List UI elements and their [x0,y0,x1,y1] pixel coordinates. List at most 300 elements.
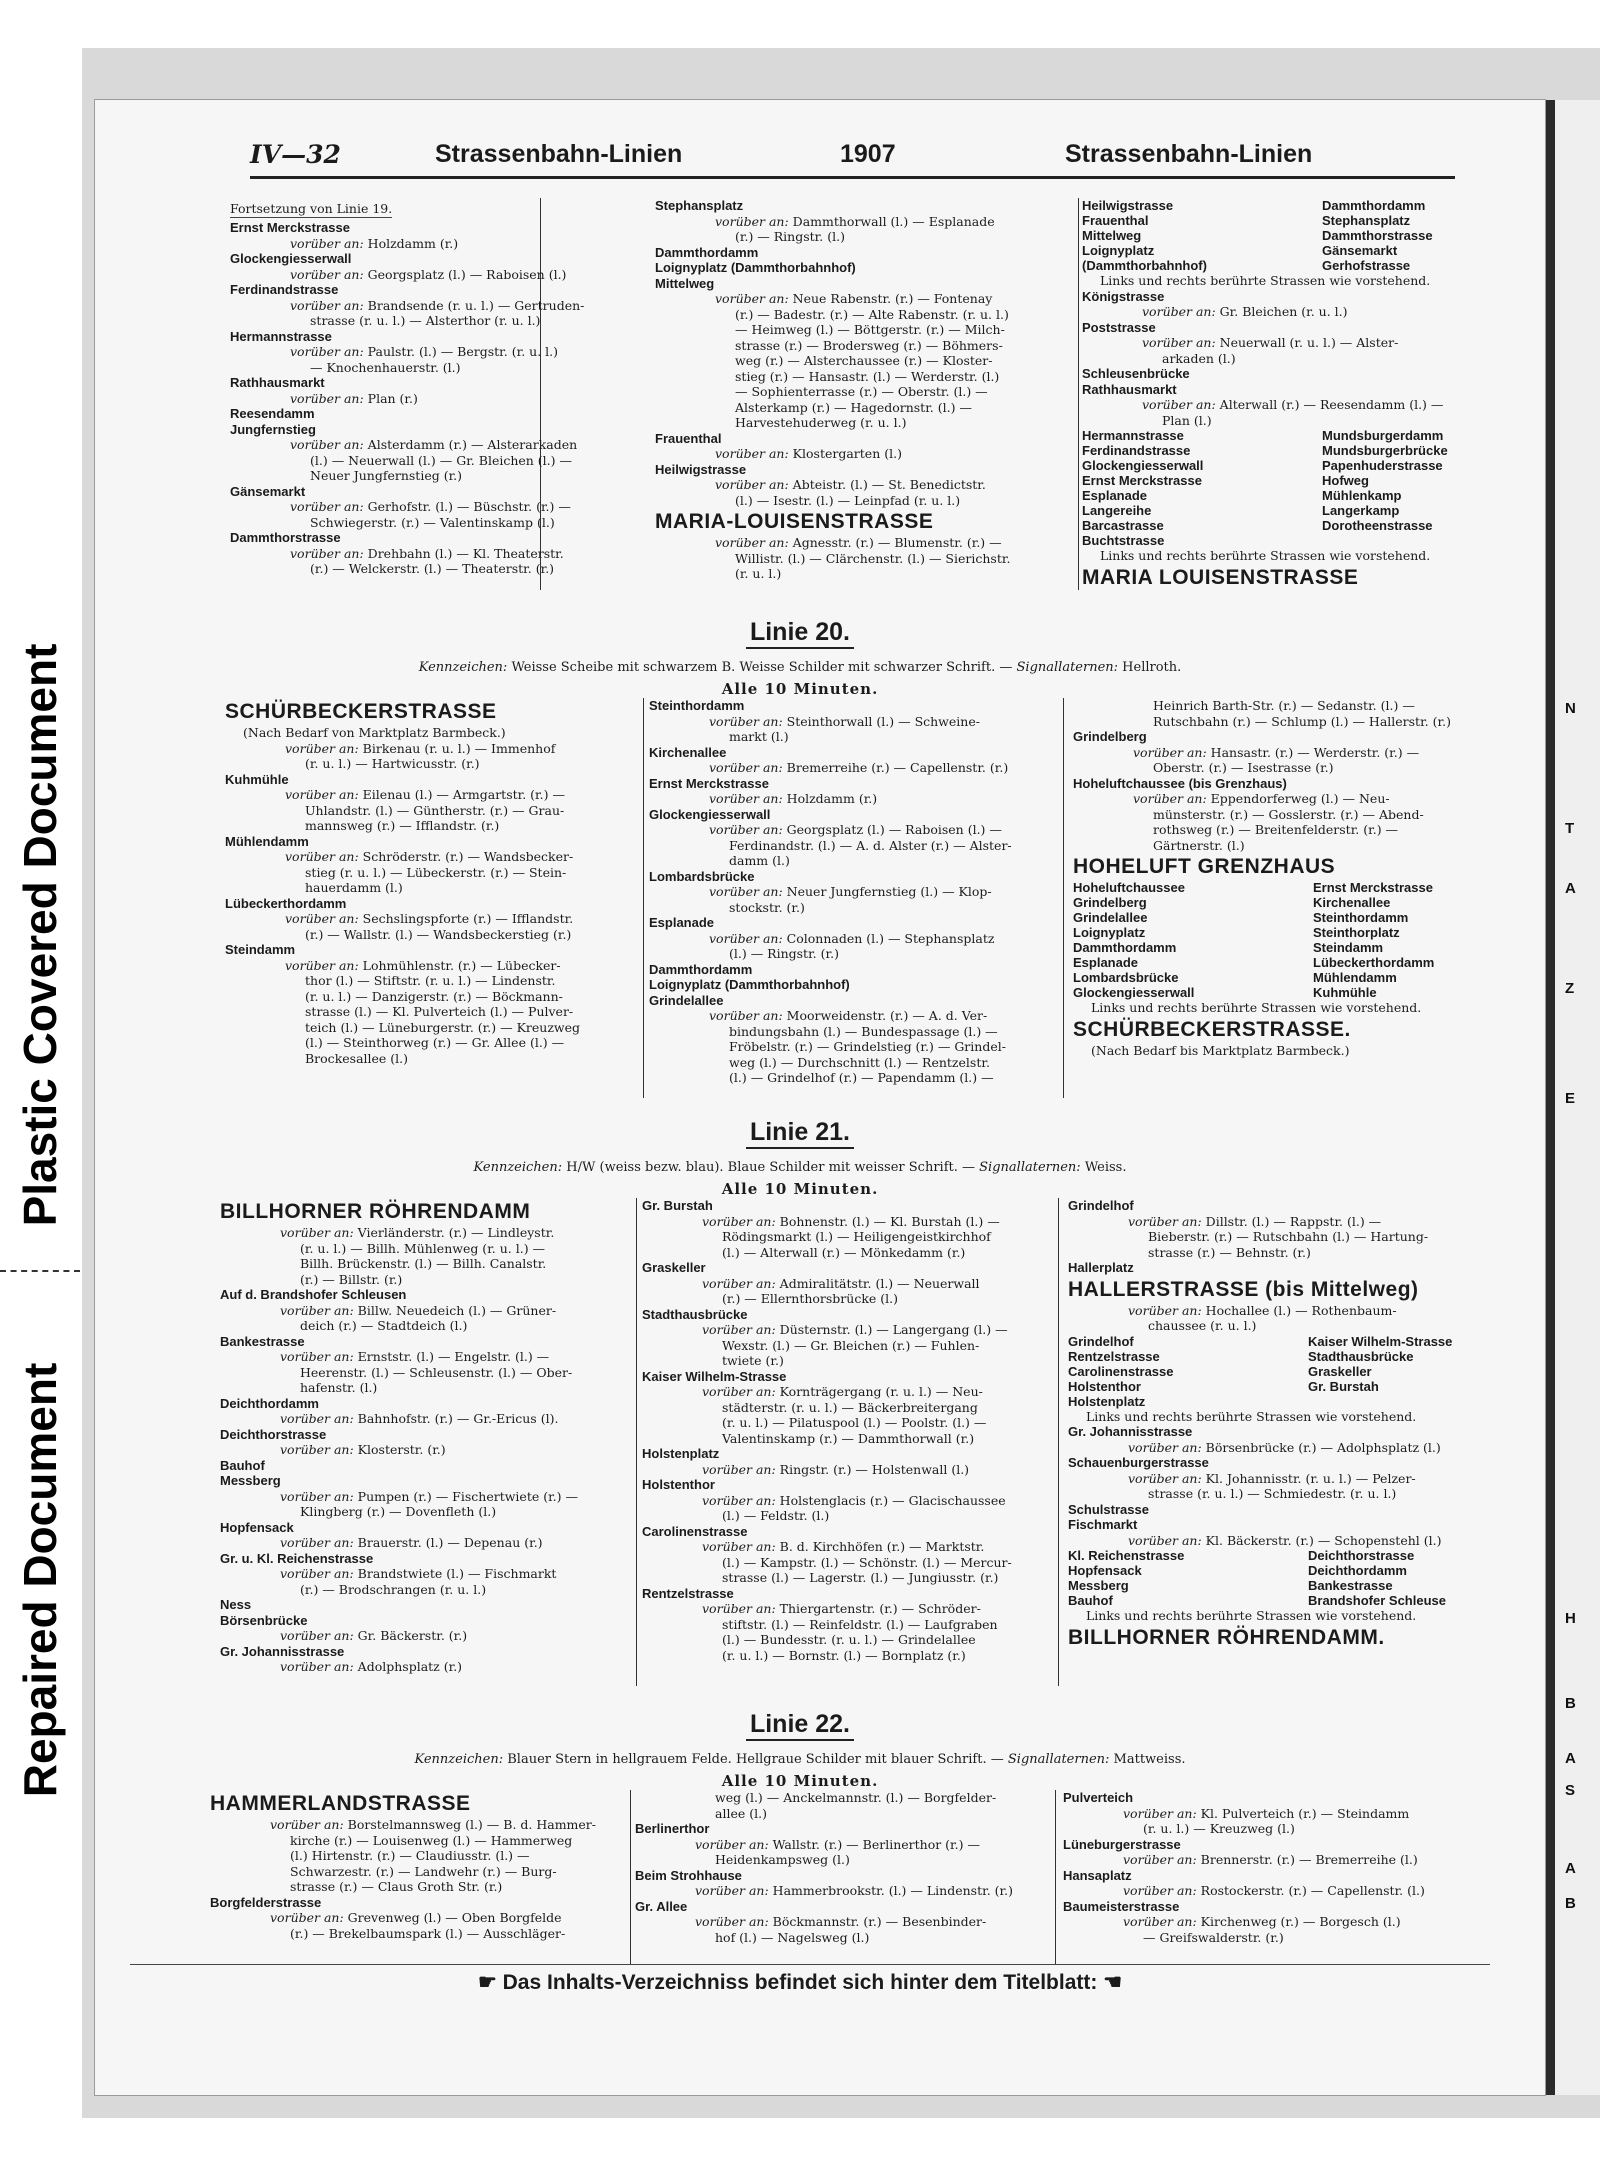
return-street-left: Hoheluftchaussee [1073,880,1185,895]
via-streets: Gr. Bäckerstr. (r.) [357,1628,468,1643]
column-left [210,1790,626,1965]
via-streets: Colonnaden (l.) — Stephansplatz [786,930,995,946]
return-route-pair [1082,213,1490,228]
linie-22-route [130,1790,1490,1965]
linie-20-frequency: Alle 10 Minuten. [721,680,879,698]
passing-streets [1082,397,1490,413]
via-streets: Kornträgergang (r. u. l.) — Neu- [779,1384,983,1399]
passing-streets-continued: thor (l.) — Stiftstr. (r. u. l.) — Lindenstr. [305,973,556,988]
via-streets: Holstenglacis (r.) — Glacischaussee [779,1492,1006,1508]
return-route-pair [1082,533,1490,548]
passing-streets-continued: bindungsbahn (l.) — Bundespassage (l.) — [729,1023,998,1039]
passing-streets-continued: Harvestehuderweg (r. u. l.) [735,415,907,430]
passing-streets [230,344,558,360]
passing-streets [220,1535,632,1551]
via-label: vorüber an: [709,791,783,806]
via-label: vorüber an: [290,437,364,452]
return-street-right: Steinthorplatz [1313,925,1400,940]
passing-streets [220,1303,632,1319]
passing-streets-continued: hafenstr. (l.) [300,1380,378,1395]
return-route-pair [1082,243,1490,258]
passing-streets-continued: Willistr. (l.) — Clärchenstr. (l.) — Sierichstr. [735,550,1011,566]
via-streets: Düsternstr. (l.) — Langergang (l.) — [779,1322,1008,1337]
passing-streets [230,266,567,283]
passing-streets-continued: strasse (r. u. l.) — Alsterthor (r. u. l.) [310,313,541,328]
passing-streets-continued: Brockesallee (l.) [305,1050,409,1066]
via-label: vorüber an: [1123,1852,1197,1867]
via-label: vorüber an: [702,1322,776,1337]
header-title-right: Strassenbahn-Linien [1065,140,1313,168]
via-label: vorüber an: [709,760,783,775]
return-route-pair [1082,198,1490,213]
passing-streets [230,545,564,562]
street-name: Gr. Burstah [642,1198,713,1213]
passing-streets [230,391,535,407]
terminus-name: BILLHORNER RÖHRENDAMM. [1068,1625,1385,1649]
via-label: vorüber an: [280,1659,354,1674]
street-name: Schauenburgerstrasse [1068,1455,1209,1470]
terminus-name: SCHÜRBECKERSTRASSE [225,700,497,723]
passing-streets [655,535,1075,551]
passing-streets-continued: hauerdamm (l.) [305,880,403,895]
return-street-left: Frauenthal [1082,213,1149,228]
via-label: vorüber an: [280,1566,354,1581]
via-label: vorüber an: [1142,335,1216,350]
passing-streets [635,1883,1051,1899]
passing-streets [642,1493,1054,1509]
street-name: Glockengiesserwall [230,251,352,266]
via-label: vorüber an: [1123,1805,1197,1821]
return-street-right: Mundsburgerbrücke [1322,443,1448,458]
via-streets: Hochallee (l.) — Rothenbaum- [1205,1302,1397,1318]
passing-streets-continued: arkaden (l.) [1162,350,1236,366]
column-middle [655,198,1075,590]
passing-streets-continued: (r.) — Brodschrangen (r. u. l.) [300,1581,487,1597]
via-streets: Lohmühlenstr. (r.) — Lübecker- [362,957,561,973]
street-name: Pulverteich [1063,1790,1134,1805]
via-streets: Klosterstr. (r.) [357,1442,446,1457]
return-street-right: Dorotheenstrasse [1322,518,1433,533]
passing-streets [649,884,1059,900]
via-streets: Kl. Pulverteich (r.) — Steindamm [1200,1805,1410,1821]
passing-streets [1068,1471,1490,1487]
via-label: vorüber an: [715,535,789,550]
via-streets: Neuer Jungfernstieg (l.) — Klop- [786,884,992,899]
return-street-right: Gr. Burstah [1308,1378,1379,1394]
via-streets: Eppendorferweg (l.) — Neu- [1210,791,1390,806]
return-route-pair [1073,985,1490,1000]
passing-streets [225,741,635,757]
via-label: vorüber an: [290,297,364,313]
via-label: vorüber an: [1128,1470,1202,1486]
passing-streets [1063,1914,1490,1930]
passing-streets-continued: (r. u. l.) [735,566,782,581]
via-label: vorüber an: [285,740,359,756]
column-left [230,198,585,590]
street-name: Dammthordamm [655,244,759,260]
passing-streets-continued: (r.) — Ringstr. (l.) [735,229,845,244]
passing-streets [220,1628,632,1644]
column-divider [636,1198,637,1686]
header-year: 1907 [840,140,896,168]
next-page-letter: A [1565,1750,1576,1767]
via-streets: Moorweidenstr. (r.) — A. d. Ver- [786,1008,988,1023]
return-street-left: Grindelhof [1068,1333,1134,1349]
via-label: vorüber an: [695,1914,769,1929]
via-label: vorüber an: [280,1628,354,1643]
street-name: Deichthorstrasse [220,1426,327,1442]
via-label: vorüber an: [702,1461,776,1477]
via-label: vorüber an: [1142,304,1216,319]
street-name: Glockengiesserwall [649,806,771,822]
plastic-covered-label: Plastic Covered Document [14,643,66,1227]
via-label: vorüber an: [715,477,789,492]
linie-22-kennzeichen: Kennzeichen: Blauer Stern in hellgrauem Felde. Hellgraue Schilder mit blauer Schrift. — Signallaternen: Mattweiss. [414,1752,1186,1767]
return-route-pair [1082,228,1490,243]
via-streets: Pumpen (r.) — Fischertwiete (r.) — [357,1488,579,1504]
street-name: Kuhmühle [225,771,289,787]
column-middle [642,1198,1054,1686]
passing-streets-continued: Klingberg (r.) — Dovenfleth (l.) [300,1504,497,1519]
passing-streets [642,1384,1054,1400]
passing-streets-continued: (l.) — Alterwall (r.) — Mönkedamm (r.) [722,1244,966,1260]
passing-streets [642,1276,1054,1292]
via-streets: Hammerbrookstr. (l.) — Lindenstr. (r.) [772,1883,1013,1898]
via-streets: Bohnenstr. (l.) — Kl. Burstah (l.) — [779,1213,1000,1229]
return-street-right: Stadthausbrücke [1308,1348,1414,1364]
street-name: Gr. Johannisstrasse [1068,1424,1193,1439]
return-street-left: Mittelweg [1082,228,1142,243]
passing-streets-continued: hof (l.) — Nagelsweg (l.) [715,1929,870,1945]
via-label: vorüber an: [290,344,364,359]
passing-streets-continued: allee (l.) [715,1805,767,1821]
passing-streets [1068,1214,1490,1230]
passing-streets-continued: strasse (r. u. l.) — Schmiedestr. (r. u. l.) [1148,1486,1397,1501]
passing-streets-continued: kirche (r.) — Louisenweg (l.) — Hammerweg [290,1832,573,1848]
via-label: vorüber an: [715,291,789,306]
passing-streets-continued: Oberstr. (r.) — Isestrasse (r.) [1153,760,1334,775]
passing-streets [649,822,1059,838]
via-label: vorüber an: [285,787,359,802]
passing-streets [230,236,535,252]
return-street-right: Stephansplatz [1322,213,1411,228]
return-street-left: Dammthordamm [1073,940,1177,955]
via-streets: Bahnhofstr. (r.) — Gr.-Ericus (l). [357,1411,559,1426]
street-name: Stadthausbrücke [642,1306,748,1322]
via-label: vorüber an: [1142,397,1216,412]
column-right [1063,1790,1490,1965]
passing-streets-continued: Bieberstr. (r.) — Rutschbahn (l.) — Hartung- [1148,1229,1429,1244]
passing-streets [220,1411,632,1427]
street-name: Berlinerthor [635,1821,710,1836]
return-route-pair [1068,1349,1490,1364]
via-label: vorüber an: [709,884,783,899]
return-street-left: Bauhof [1068,1593,1113,1608]
linie-22-frequency: Alle 10 Minuten. [721,1772,879,1790]
return-route-pair [1082,458,1490,473]
street-name: Bauhof [220,1457,265,1473]
next-page-letter: A [1565,1860,1576,1877]
via-label: vorüber an: [270,1910,344,1925]
street-name: Hopfensack [220,1519,294,1535]
street-name: Gr. Johannisstrasse [220,1643,345,1659]
via-label: vorüber an: [280,1535,354,1550]
linie-20-route [130,698,1490,1098]
return-street-left: Carolinenstrasse [1068,1363,1174,1379]
passing-streets-continued: (r.) — Ellernthorsbrücke (l.) [722,1291,899,1306]
via-streets: Brauerstr. (l.) — Depenau (r.) [357,1535,543,1550]
via-streets: Dammthorwall (l.) — Esplanade [792,213,995,229]
passing-streets-continued: Valentinskamp (r.) — Dammthorwall (r.) [722,1430,975,1446]
passing-streets-continued: mannsweg (r.) — Ifflandstr. (r.) [305,818,500,833]
column-right [1082,198,1490,590]
via-label: vorüber an: [290,266,364,282]
via-streets: Birkenau (r. u. l.) — Immenhof [362,740,556,756]
next-page-letter: N [1565,700,1576,717]
via-streets: Klostergarten (l.) [792,446,902,461]
via-label: vorüber an: [285,849,359,864]
passing-streets [230,297,585,314]
via-streets: Brandstwiete (l.) — Fischmarkt [357,1566,557,1581]
column-divider [1058,1198,1059,1686]
passing-streets-continued: (r.) — Badestr. (r.) — Alte Rabenstr. (r. u. l.) [735,306,1009,322]
passing-streets-continued: Uhlandstr. (l.) — Güntherstr. (r.) — Grau- [305,802,565,818]
street-name: Ness [220,1597,252,1612]
return-route-pair [1073,970,1490,985]
continuation-note: Fortsetzung von Linie 19. [230,201,393,216]
street-name: Hoheluftchaussee (bis Grenzhaus) [1073,775,1287,791]
via-label: vorüber an: [1133,791,1207,806]
passing-streets-continued: (r. u. l.) — Kreuzweg (l.) [1143,1821,1295,1836]
return-street-right: Papenhuderstrasse [1322,458,1443,473]
terminus-name: SCHÜRBECKERSTRASSE. [1073,1017,1351,1041]
via-streets: Dillstr. (l.) — Rappstr. (l.) — [1205,1213,1382,1229]
column-right [1068,1198,1490,1686]
return-street-left: Barcastrasse [1082,518,1164,533]
passing-streets-continued: (r.) — Brekelbaumspark (l.) — Ausschläger- [290,1925,566,1941]
passing-streets [1082,304,1490,320]
column-middle [635,1790,1051,1965]
passing-streets-continued: Wexstr. (l.) — Gr. Bleichen (r.) — Fuhlen- [722,1337,980,1353]
street-name: Auf d. Brandshofer Schleusen [220,1287,407,1302]
column-divider [540,198,541,590]
terminus-name: MARIA LOUISENSTRASSE [1082,565,1359,589]
via-streets: Borstelmannsweg (l.) — B. d. Hammer- [347,1817,596,1832]
passing-streets [220,1659,632,1675]
passing-streets [655,477,1075,493]
passing-streets [642,1462,1054,1478]
via-streets: Bremerreihe (r.) — Capellenstr. (r.) [786,760,1009,775]
street-name: Steinthordamm [649,698,745,713]
passing-streets [1073,745,1490,761]
street-name: Schulstrasse [1068,1501,1149,1517]
passing-streets [642,1539,1054,1555]
passing-streets-continued: stieg (r.) — Hansastr. (l.) — Werderstr. (l.) [735,368,1000,384]
via-label: vorüber an: [695,1836,769,1852]
passing-streets [1068,1303,1490,1319]
passing-streets-continued: stockstr. (r.) [729,899,805,915]
passing-streets-continued: strasse (r.) — Brodersweg (r.) — Böhmers- [735,337,1003,353]
column-divider [630,1790,631,1965]
passing-streets-continued: Billh. Brückenstr. (l.) — Billh. Canalstr. [300,1256,547,1271]
return-route-pair [1082,428,1490,443]
passing-streets-continued: twiete (r.) [722,1353,784,1368]
next-page-letter: S [1565,1782,1576,1799]
passing-streets-continued: (l.) Hirtenstr. (r.) — Claudiusstr. (l.) — [290,1848,530,1863]
return-route-pair [1073,940,1490,955]
page-header [250,140,1455,179]
return-street-right: Brandshofer Schleuse [1308,1593,1446,1608]
street-name: Bankestrasse [220,1333,305,1349]
passing-streets-continued: — Sophienterrasse (r.) — Oberstr. (l.) — [735,384,988,399]
street-name: Grindelallee [649,992,724,1008]
via-streets: Brandsende (r. u. l.) — Gertruden- [367,297,585,313]
passing-streets [220,1225,632,1241]
return-street-right: Kirchenallee [1313,895,1391,910]
via-label: vorüber an: [702,1384,776,1399]
linie-21-title: Linie 21. [0,1118,1600,1149]
via-streets: Billw. Neuedeich (l.) — Grüner- [357,1302,557,1318]
via-streets: Georgsplatz (l.) — Raboisen (l.) — [786,822,1002,837]
street-name: Dammthorstrasse [230,530,341,545]
via-streets: Paulstr. (l.) — Bergstr. (r. u. l.) [367,344,558,359]
street-name: Gr. u. Kl. Reichenstrasse [220,1550,374,1566]
return-street-left: Lombardsbrücke [1073,970,1179,985]
passing-streets-continued: (l.) — Ringstr. (r.) [729,946,839,961]
passing-streets-continued: städterstr. (r. u. l.) — Bäckerbreitergang [722,1399,978,1415]
return-route-pair [1082,518,1490,533]
return-street-left: Rentzelstrasse [1068,1348,1160,1364]
passing-streets [642,1601,1054,1617]
return-street-left: Glockengiesserwall [1073,985,1195,1000]
column-divider [1078,198,1079,590]
passing-streets [655,214,1075,230]
passing-streets [649,1008,1059,1024]
passing-streets [220,1566,632,1582]
return-street-left: Esplanade [1073,955,1139,970]
street-name: Loignyplatz (Dammthorbahnhof) [655,260,856,275]
street-name: Rathhausmarkt [230,375,325,390]
via-label: vorüber an: [709,1008,783,1023]
terminus-name: HAMMERLANDSTRASSE [210,1792,471,1815]
street-name: Mühlendamm [225,833,309,849]
passing-streets-continued: stieg (r. u. l.) — Lübeckerstr. (r.) — Stein- [305,864,567,880]
via-label: vorüber an: [695,1883,769,1898]
passing-streets-continued: (l.) — Steinthorweg (r.) — Gr. Allee (l.) — [305,1035,565,1050]
route-note: Links und rechts berührte Strassen wie vorstehend. [1086,1608,1417,1623]
passing-streets [210,1817,626,1833]
street-name: Grindelhof [1068,1198,1134,1213]
passing-streets-continued: (l.) — Feldstr. (l.) [722,1508,830,1523]
street-name: Kaiser Wilhelm-Strasse [642,1368,787,1384]
return-route-pair [1082,443,1490,458]
next-page-letter: T [1565,820,1575,837]
via-label: vorüber an: [702,1539,776,1554]
return-street-left: Grindelallee [1073,910,1148,925]
street-name: Messberg [220,1473,281,1488]
passing-streets [649,714,1059,730]
terminus-name: HOHELUFT GRENZHAUS [1073,855,1336,878]
next-page-letter: E [1565,1090,1576,1107]
passing-streets-continued: — Greifswalderstr. (r.) [1143,1929,1284,1945]
passing-streets [1068,1533,1490,1549]
return-street-left: (Dammthorbahnhof) [1082,258,1207,273]
passing-streets-continued: Rödingsmarkt (l.) — Heiligengeistkirchhof [722,1229,991,1244]
linie-22-title: Linie 22. [0,1710,1600,1741]
via-streets: Vierländerstr. (r.) — Lindleystr. [357,1225,555,1240]
passing-streets [230,499,571,515]
via-streets: Drehbahn (l.) — Kl. Theaterstr. [367,545,564,561]
street-name: Holstenthor [642,1477,715,1492]
street-name: Rathhausmarkt [1082,381,1177,397]
passing-streets-continued: (l.) — Bundesstr. (r. u. l.) — Grindelallee [722,1632,976,1647]
return-street-left: Glockengiesserwall [1082,458,1204,473]
street-name: Ernst Merckstrasse [649,775,769,791]
repaired-document-label: Repaired Document [14,1362,66,1798]
street-name: Poststrasse [1082,319,1156,335]
street-name: Gänsemarkt [230,483,306,499]
return-street-left: Hopfensack [1068,1563,1142,1578]
via-streets: Holzdamm (r.) [786,791,878,806]
route-note: Links und rechts berührte Strassen wie vorstehend. [1100,548,1431,563]
passing-streets [1063,1883,1490,1899]
book-gutter [1545,100,1555,2095]
return-route-pair [1082,258,1490,273]
via-streets: Holzdamm (r.) [367,235,459,251]
next-page-letter: A [1565,880,1576,897]
return-street-right: Mühlenkamp [1322,488,1402,503]
via-streets: Hansastr. (r.) — Werderstr. (r.) — [1210,744,1420,760]
passing-streets [225,958,635,974]
sidebar [0,0,80,2177]
return-street-right: Deichthordamm [1308,1563,1407,1578]
passing-streets-continued: strasse (r.) — Claus Groth Str. (r.) [290,1879,503,1894]
via-label: vorüber an: [1133,744,1207,760]
return-route-pair [1068,1394,1490,1409]
return-street-right: Kuhmühle [1313,985,1377,1000]
return-street-left: Grindelberg [1073,895,1147,910]
passing-streets-continued: (r. u. l.) — Bornstr. (l.) — Bornplatz (r.) [722,1647,966,1663]
return-street-right: Graskeller [1308,1363,1372,1379]
via-label: vorüber an: [709,822,783,837]
continuation-row [230,198,535,220]
street-name: Borgfelderstrasse [210,1894,322,1910]
passing-streets-continued: Plan (l.) [1162,412,1212,428]
via-streets: Kl. Johannisstr. (r. u. l.) — Pelzer- [1205,1470,1416,1486]
passing-streets [225,849,635,865]
street-name: Mittelweg [655,275,715,291]
via-streets: Eilenau (l.) — Armgartstr. (r.) — [362,787,565,802]
return-street-right: Langerkamp [1322,503,1400,518]
passing-streets-continued: Rutschbahn (r.) — Schlump (l.) — Hallerstr. (r.) [1153,713,1451,729]
via-streets: Schröderstr. (r.) — Wandsbecker- [362,849,574,864]
street-name: Fischmarkt [1068,1517,1138,1532]
linie-20-title: Linie 20. [0,618,1600,649]
return-street-right: Bankestrasse [1308,1578,1393,1593]
return-route-pair [1082,488,1490,503]
via-label: vorüber an: [1128,1213,1202,1229]
street-name: Jungfernstieg [230,421,316,437]
passing-streets-continued: stiftstr. (l.) — Reinfeldstr. (l.) — Laufgraben [722,1616,998,1632]
return-street-right: Ernst Merckstrasse [1313,880,1433,895]
return-street-left: Ferdinandstrasse [1082,443,1191,458]
passing-streets-continued: (l.) — Kampstr. (l.) — Schönstr. (l.) — Mercur- [722,1554,1012,1570]
street-name: Lombardsbrücke [649,868,755,884]
passing-streets [649,791,1059,807]
passing-streets-continued: weg (r.) — Alsterchaussee (r.) — Kloster- [735,353,993,368]
return-street-left: Langereihe [1082,503,1152,518]
passing-streets-continued: (l.) — Grindelhof (r.) — Papendamm (l.) — [729,1070,994,1085]
